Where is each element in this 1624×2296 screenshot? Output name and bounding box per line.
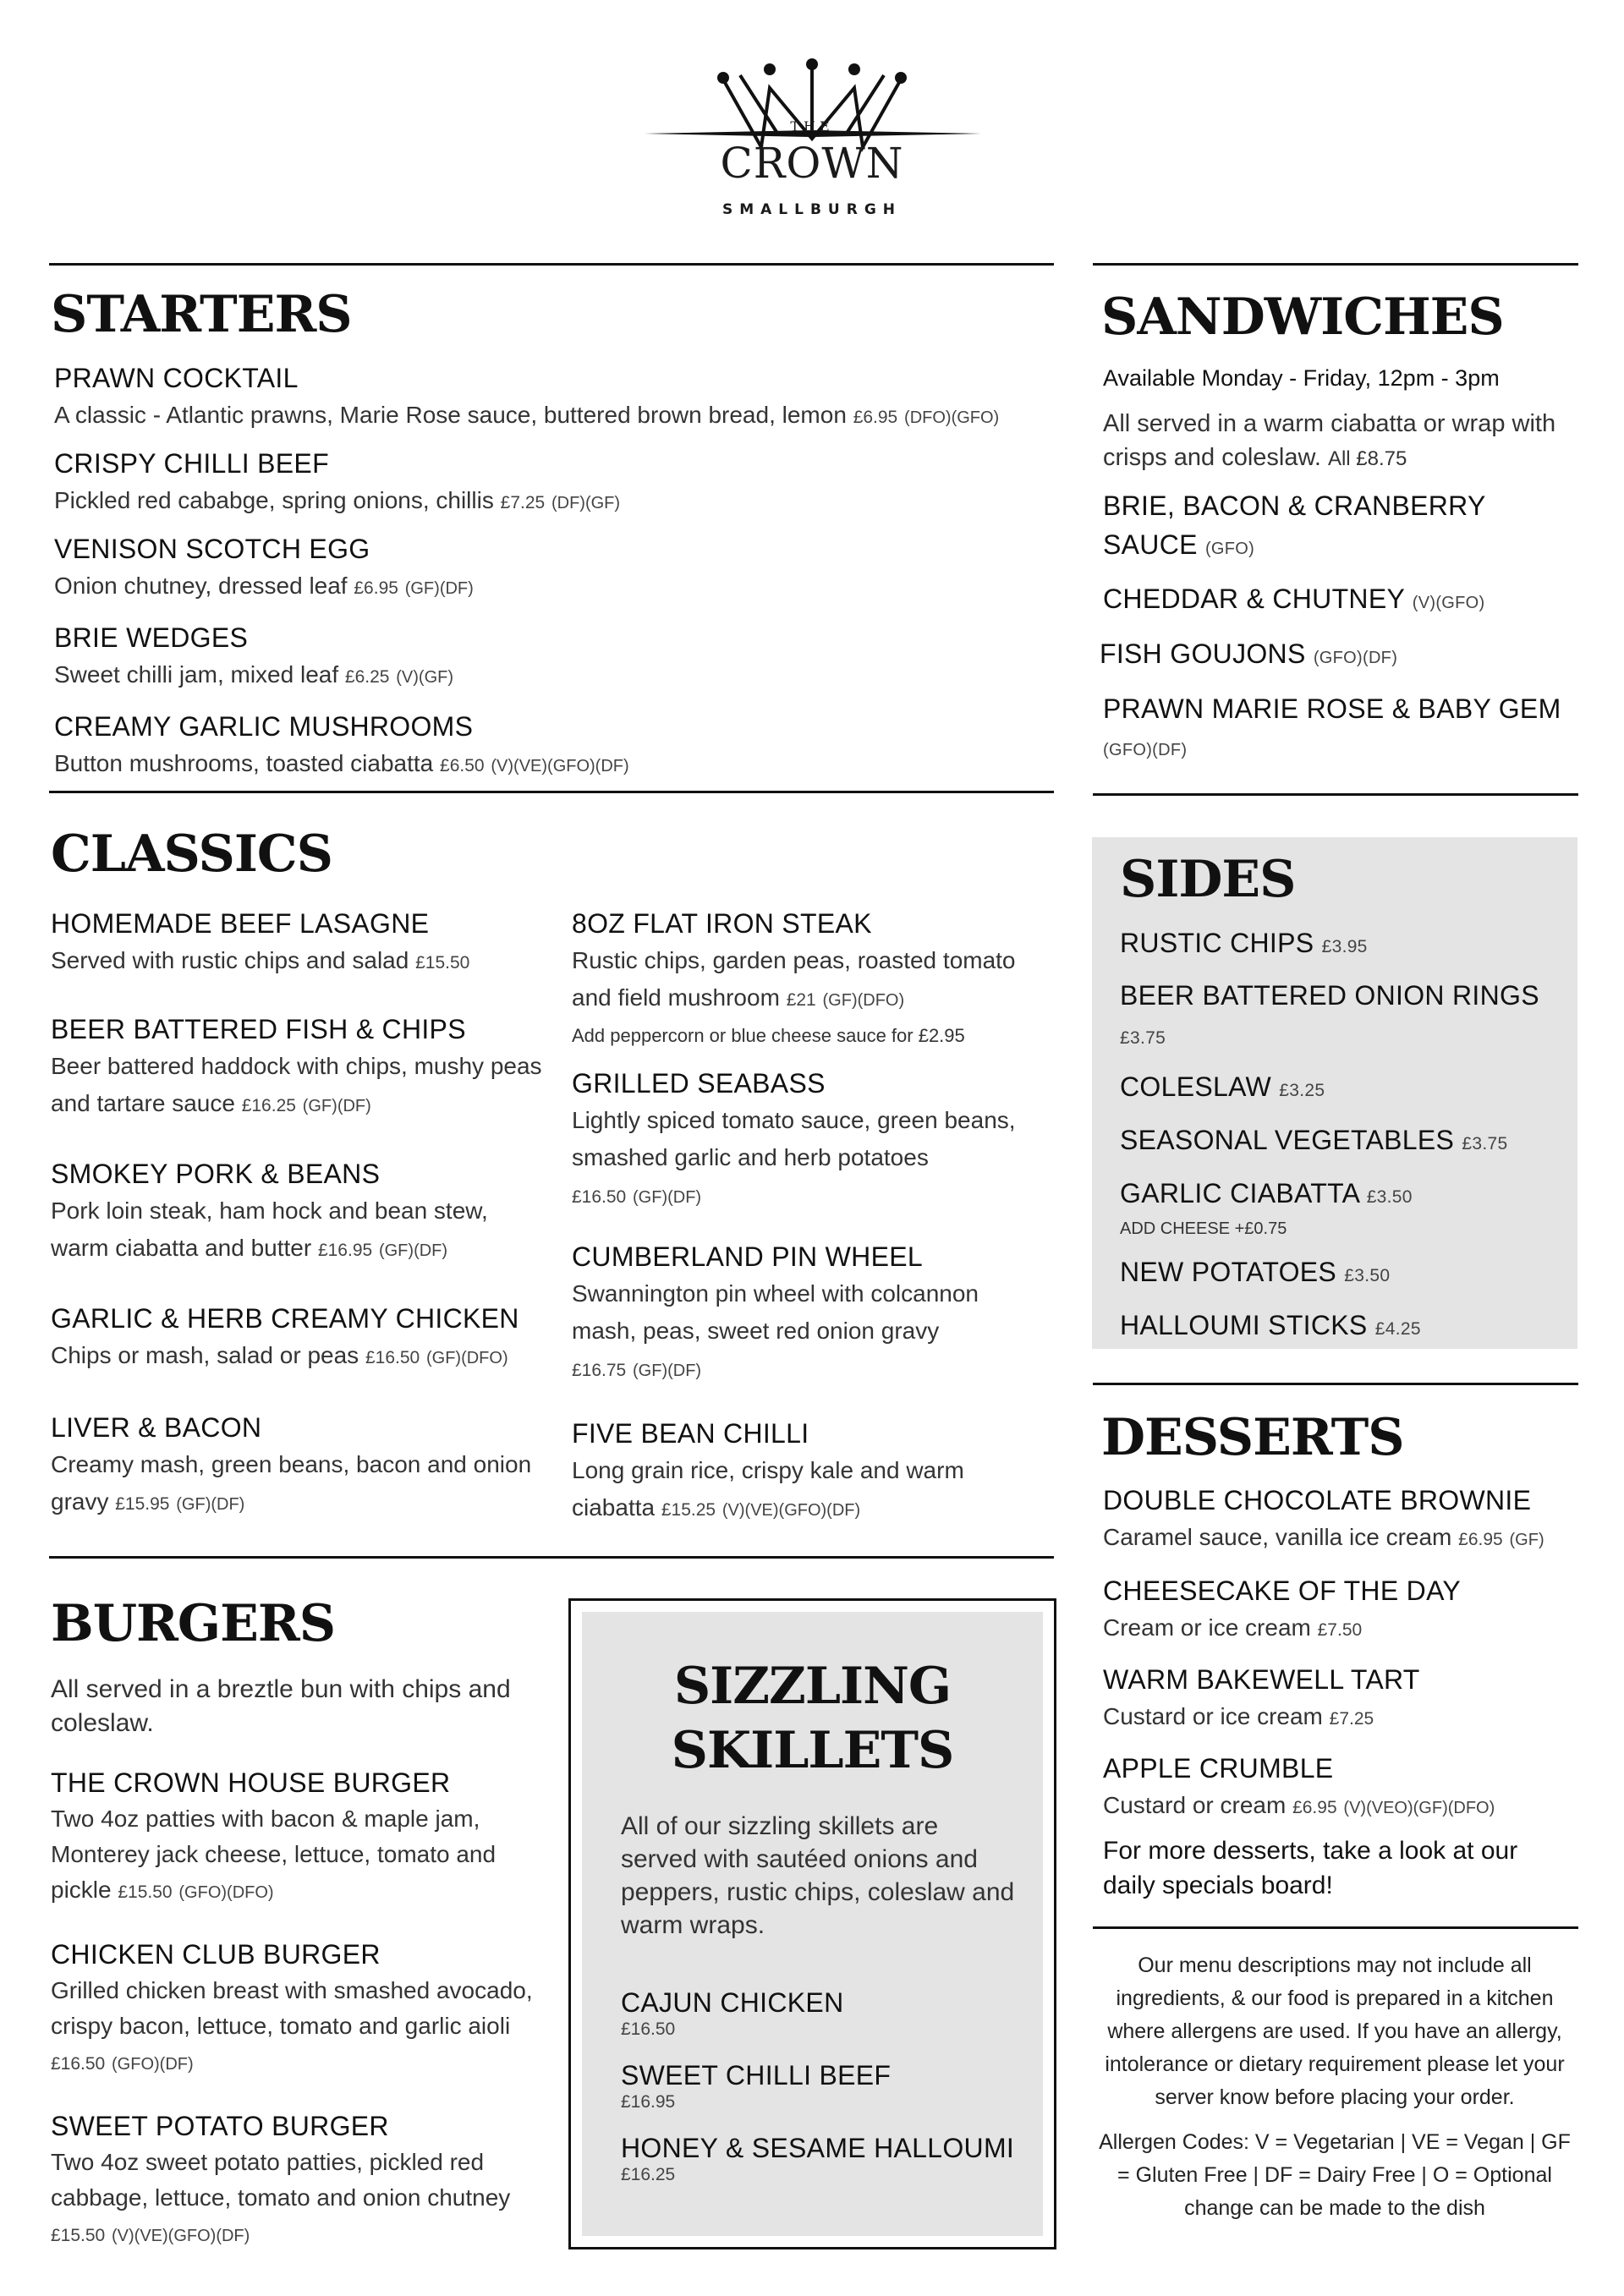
list-item [51,2107,541,2254]
item-price: £3.50 [1344,1266,1391,1285]
list-item [51,1011,550,1125]
item-name: HOMEMADE BEEF LASAGNE [51,908,430,939]
list-item [1120,1121,1560,1163]
item-desc: Two 4oz patties with bacon & maple jam, Monterey jack cheese, lettuce, tomato and pickle [51,1806,497,1903]
item-codes: (V)(VE)(GFO)(DF) [491,757,629,775]
sides-heading: SIDES [1120,850,1296,909]
item-name: APPLE CRUMBLE [1103,1753,1334,1784]
item-price: £7.25 [1329,1709,1374,1729]
item-desc: Sweet chilli jam, mixed leaf [54,661,339,688]
list-item [621,2058,1018,2112]
allergen-notice: Our menu descriptions may not include all ingredients, & our food is prepared in a kitchen where allergens are used. If you have an allergy, intolerance or dietary requirement please let your server know before placing your order. [1105,1954,1565,2109]
item-codes: (GF) [1509,1531,1544,1549]
item-codes: (DFO)(GFO) [904,408,1000,427]
item-desc: Pork loin steak, ham hock and bean stew, warm ciabatta and butter [51,1197,488,1261]
item-name: DOUBLE CHOCOLATE BROWNIE [1103,1485,1532,1515]
classics-left [51,905,550,1523]
item-name: PRAWN MARIE ROSE & BABY GEM [1103,693,1561,724]
list-item [54,619,1052,696]
skillets-title-1: SIZZLING [673,1657,952,1716]
item-codes: (GFO)(DF) [1103,741,1188,759]
item-name: CHEESECAKE OF THE DAY [1103,1575,1461,1606]
item-name: CAJUN CHICKEN [621,1987,844,2018]
item-name: CRISPY CHILLI BEEF [54,448,329,479]
item-name: CREAMY GARLIC MUSHROOMS [54,711,474,742]
item-desc: Pickled red cababge, spring onions, chillis [54,487,494,513]
desserts-heading: DESSERTS [1101,1408,1404,1467]
item-codes: (DF)(GF) [551,494,621,512]
list-item [572,1238,1045,1389]
item-name: NEW POTATOES [1120,1257,1337,1287]
rule-classics-bottom [49,1556,1054,1559]
item-name: THE CROWN HOUSE BURGER [51,1767,451,1798]
item-name: SWEET CHILLI BEEF [621,2060,892,2091]
desserts-list [1103,1482,1577,1903]
item-name: CHICKEN CLUB BURGER [51,1939,381,1970]
item-name: CHEDDAR & CHUTNEY [1103,584,1405,614]
item-extra: Add peppercorn or blue cheese sauce for £2.95 [572,1025,965,1046]
item-price: £3.25 [1279,1081,1325,1100]
classics-heading: CLASSICS [51,825,332,884]
list-item [572,1415,1045,1529]
item-desc: Lightly spiced tomato sauce, green beans, smashed garlic and herb potatoes [572,1107,1016,1170]
item-codes: (GFO)(DFO) [178,1883,274,1902]
item-desc: Beer battered haddock with chips, mushy peas and tartare sauce [51,1053,542,1116]
item-name: BEER BATTERED FISH & CHIPS [51,1014,466,1044]
skillets-title-2: SKILLETS [671,1721,954,1780]
item-price: £15.95 [115,1494,170,1514]
item-codes: (GF)(DF) [378,1241,448,1260]
list-item [1120,924,1560,966]
skillets-intro: All of our sizzling skillets are served with sautéed onions and peppers, rustic chips, coleslaw and warm wraps. [621,1812,1015,1939]
item-name: FIVE BEAN CHILLI [572,1418,809,1449]
item-desc: Creamy mash, green beans, bacon and onion gravy [51,1451,532,1515]
item-name: 8OZ FLAT IRON STEAK [572,908,872,939]
list-item [54,530,1052,607]
item-codes: (GFO)(DF) [112,2055,194,2074]
burgers-heading: BURGERS [51,1594,336,1653]
item-price: £16.75 [572,1361,627,1380]
item-name: SWEET POTATO BURGER [51,2111,389,2141]
item-name: GARLIC CIABATTA [1120,1178,1359,1208]
item-desc: Onion chutney, dressed leaf [54,573,348,599]
item-codes: (V)(VE)(GFO)(DF) [112,2227,250,2245]
logo-location: SMALLBURGH [721,201,902,218]
sandwiches-intro: All served in a warm ciabatta or wrap with crisps and coleslaw. [1103,410,1556,471]
item-name: BRIE, BACON & CRANBERRY SAUCE [1103,490,1486,560]
skillets-list [621,1810,1018,2185]
rule-desserts-top [1093,1383,1578,1385]
list-item [621,2131,1018,2185]
item-name: HONEY & SESAME HALLOUMI [621,2133,1015,2163]
item-name: SMOKEY PORK & BEANS [51,1159,381,1189]
classics-right [572,905,1045,1529]
item-price: £6.50 [440,756,485,775]
item-codes: (GF)(DF) [176,1495,245,1514]
item-price: £15.50 [415,953,470,973]
list-item [1120,1068,1560,1110]
item-price: £15.25 [661,1500,716,1520]
list-item [1103,690,1577,769]
list-item [1103,1482,1577,1559]
item-desc: Two 4oz sweet potato patties, pickled red cabbage, lettuce, tomato and onion chutney [51,2149,511,2211]
list-item [1120,1175,1560,1216]
item-codes: (V)(VEO)(GF)(DFO) [1343,1799,1495,1817]
item-price: £16.50 [621,2019,676,2039]
list-item [54,708,1052,785]
burgers-list [51,1673,541,2254]
item-price: £6.95 [1292,1798,1337,1817]
item-codes: (GF)(DF) [404,579,474,598]
item-name: PRAWN COCKTAIL [54,363,299,393]
item-codes: (GF)(DF) [633,1362,702,1380]
item-codes: (V)(VE)(GFO)(DF) [721,1501,861,1520]
item-name: LIVER & BACON [51,1412,262,1443]
item-desc: Rustic chips, garden peas, roasted tomato and field mushroom [572,947,1016,1011]
item-name: HALLOUMI STICKS [1120,1310,1368,1340]
list-item [1100,635,1577,677]
item-desc: A classic - Atlantic prawns, Marie Rose sauce, buttered brown bread, lemon [54,402,847,428]
item-price: £7.50 [1317,1620,1363,1640]
list-item [1103,1572,1577,1649]
list-item [1120,1253,1560,1295]
list-item [51,1764,541,1910]
sandwiches-list [1100,359,1577,769]
allergen-section [1098,1949,1572,2225]
item-desc: Cream or ice cream [1103,1614,1311,1641]
item-price: £3.75 [1120,1028,1166,1048]
list-item [1103,1661,1577,1738]
item-name: SEASONAL VEGETABLES [1120,1125,1455,1155]
item-name: FISH GOUJONS [1100,638,1306,669]
sandwiches-availability: Available Monday - Friday, 12pm - 3pm [1103,365,1500,391]
list-item [54,445,1052,522]
desserts-more: For more desserts, take a look at our daily specials board! [1103,1837,1518,1899]
item-price: £16.95 [621,2092,676,2112]
burgers-intro: All served in a breztle bun with chips and coleslaw. [51,1675,511,1737]
item-desc: Custard or cream [1103,1792,1287,1818]
list-item [1103,1750,1577,1827]
item-name: BRIE WEDGES [54,622,249,653]
list-item [51,1300,550,1377]
logo-name: CROWN [720,139,904,188]
sandwiches-heading: SANDWICHES [1101,288,1504,347]
list-item [51,1155,550,1269]
item-price: £3.75 [1462,1134,1508,1153]
item-name: BEER BATTERED ONION RINGS [1120,980,1539,1011]
item-desc: Grilled chicken breast with smashed avocado, crispy bacon, lettuce, tomato and garlic aioli [51,1977,533,2039]
item-price: £6.95 [853,408,898,427]
item-price: £15.50 [118,1882,173,1902]
item-desc: Custard or ice cream [1103,1703,1323,1729]
rule-desserts-bottom [1093,1926,1578,1929]
item-desc: Caramel sauce, vanilla ice cream [1103,1524,1452,1550]
starters-list [54,359,1052,785]
item-price: £3.95 [1321,937,1368,956]
list-item [51,1409,550,1523]
item-price: £16.50 [365,1348,420,1367]
rule-sandwiches-top [1093,263,1578,266]
item-desc: Chips or mash, salad or peas [51,1342,359,1368]
rule-starters-top [49,263,1054,266]
list-item [1103,580,1577,622]
rule-sandwiches-bottom [1093,793,1578,796]
item-price: £7.25 [500,493,546,512]
item-price: £6.95 [354,578,398,598]
item-desc: Served with rustic chips and salad [51,947,409,973]
item-desc: Swannington pin wheel with colcannon mash, peas, sweet red onion gravy [572,1280,979,1344]
item-name: WARM BAKEWELL TART [1103,1664,1420,1695]
logo [643,54,981,232]
sandwiches-intro-price: All £8.75 [1327,447,1407,470]
item-price: £4.25 [1374,1319,1421,1339]
item-price: £16.25 [621,2165,676,2184]
item-codes: (GF)(DF) [302,1097,371,1115]
item-desc: Button mushrooms, toasted ciabatta [54,750,434,776]
item-price: £3.50 [1366,1187,1413,1207]
item-codes: (GFO)(DF) [1313,649,1398,667]
list-item [1120,1307,1560,1348]
list-item [621,1986,1018,2040]
item-name: GARLIC & HERB CREAMY CHICKEN [51,1303,519,1334]
item-price: £6.95 [1458,1530,1503,1549]
item-codes: (V)(GF) [396,668,454,687]
list-item [51,1936,541,2082]
sides-list [1120,924,1560,1348]
item-price: £15.50 [51,2226,106,2245]
logo-the: THE [790,118,834,134]
item-codes: (GF)(DFO) [822,991,905,1010]
list-item [54,359,1052,436]
item-price: £16.50 [572,1187,627,1207]
item-extra: ADD CHEESE +£0.75 [1120,1219,1287,1238]
skillets-heading [582,1654,1043,1783]
item-name: GRILLED SEABASS [572,1068,826,1099]
list-item [1120,976,1560,1058]
rule-starters-bottom [49,791,1054,793]
item-name: RUSTIC CHIPS [1120,928,1314,958]
item-price: £6.25 [344,667,390,687]
item-name: COLESLAW [1120,1071,1272,1102]
list-item [572,905,1045,1053]
item-codes: (GF)(DFO) [425,1349,508,1367]
item-codes: (GF)(DF) [633,1188,702,1207]
list-item [572,1065,1045,1216]
list-item [1103,486,1577,568]
allergen-codes: Allergen Codes: V = Vegetarian | VE = Vegan | GF = Gluten Free | DF = Dairy Free | O = Optional change can be made to the dish [1099,2130,1571,2220]
starters-heading: STARTERS [51,285,352,344]
item-codes: (V)(GFO) [1412,594,1485,612]
item-price: £16.95 [317,1241,373,1260]
item-desc: Long grain rice, crispy kale and warm ciabatta [572,1457,964,1521]
item-price: £21 [786,990,816,1010]
item-codes: (GFO) [1204,540,1255,558]
item-price: £16.25 [241,1096,296,1115]
item-name: CUMBERLAND PIN WHEEL [572,1241,923,1272]
item-name: VENISON SCOTCH EGG [54,534,370,564]
item-price: £16.50 [51,2054,106,2074]
list-item [51,905,550,982]
